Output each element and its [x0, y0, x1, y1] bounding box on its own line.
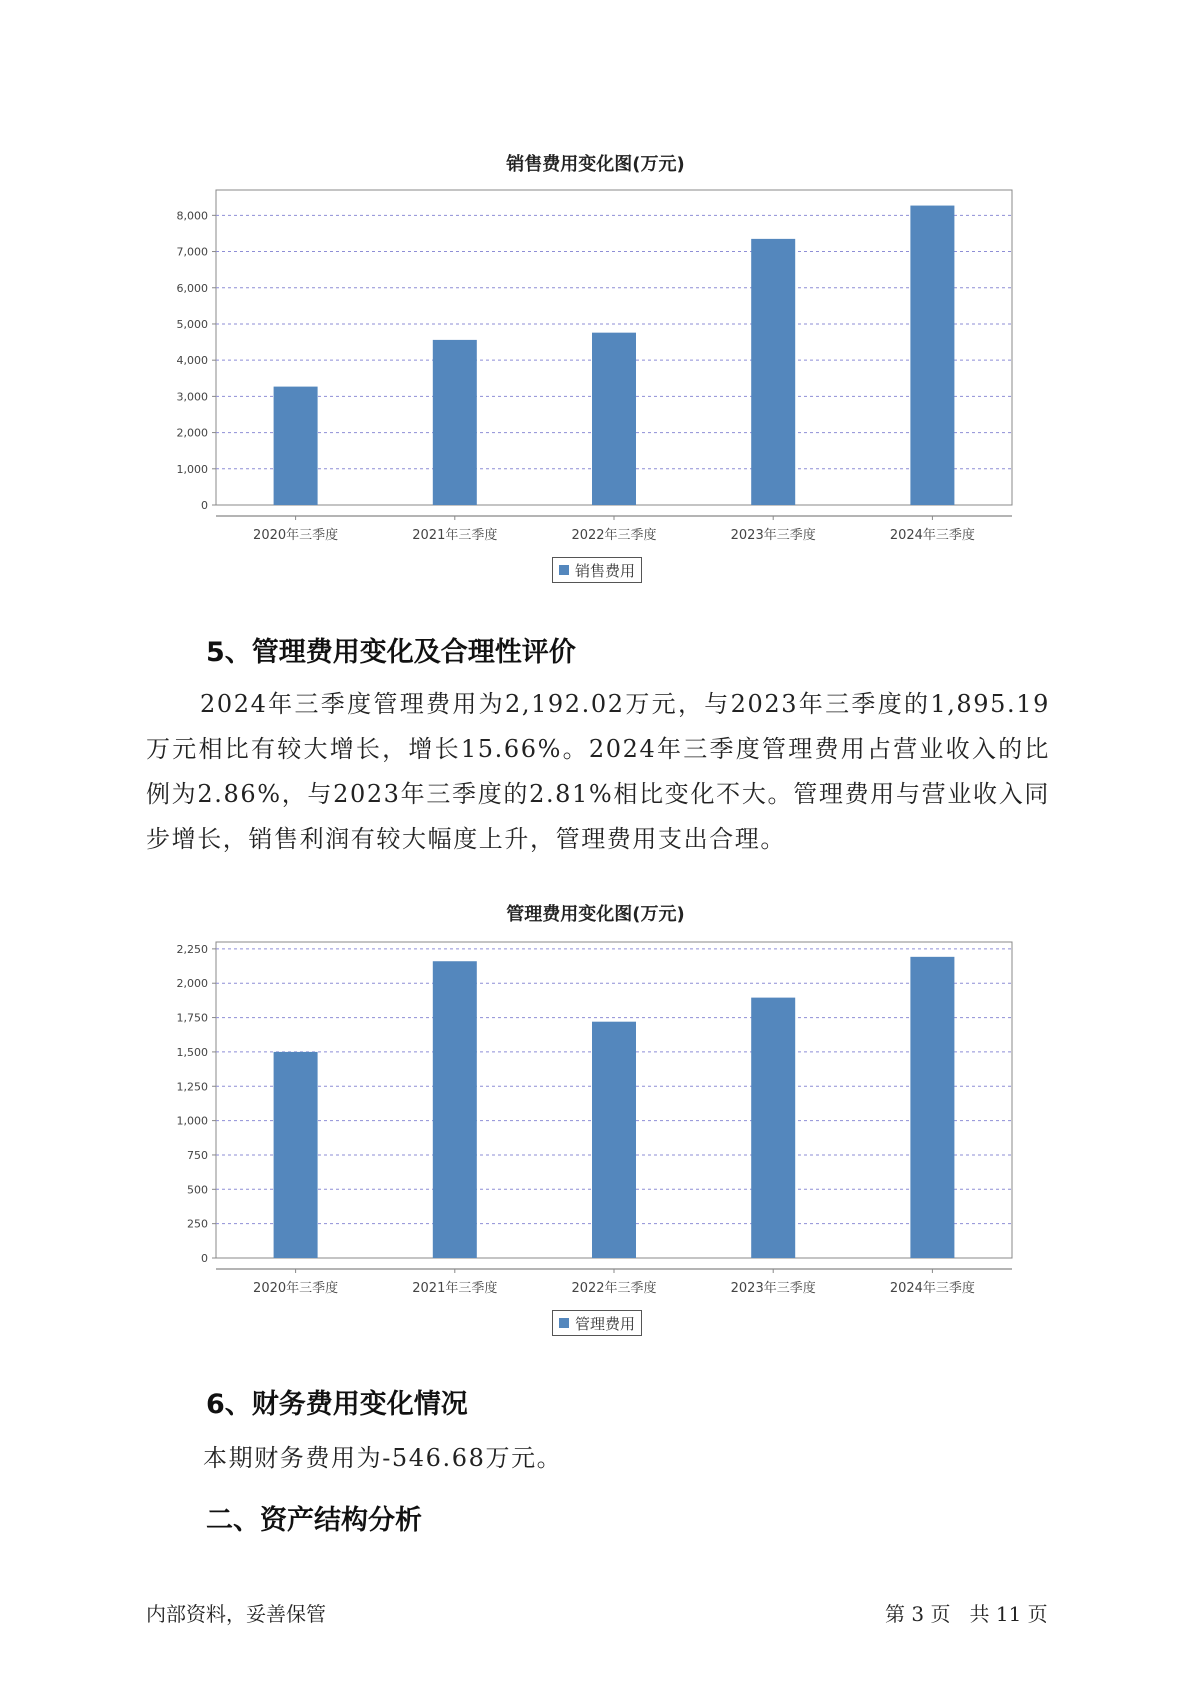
y-tick-label: 2,000: [176, 977, 208, 991]
y-tick-label: 6,000: [176, 281, 208, 295]
x-tick-label: 2022年三季度: [571, 528, 657, 543]
legend-label: 销售费用: [575, 561, 636, 580]
chart-legend: [552, 1310, 642, 1336]
x-tick-label: 2023年三季度: [730, 528, 816, 543]
bar: [274, 1052, 318, 1258]
section5-paragraph: 2024年三季度管理费用为2,192.02万元，与2023年三季度的1,895.19万元相比有较大增长，增长15.66%。2024年三季度管理费用占营业收入的比例为2.86%，与2023年三季度的2.81%相比变化不大。管理费用与营业收入同步增长，销售利润有较大幅度上升，管理费用支出合理。: [146, 690, 1050, 853]
x-tick-label: 2020年三季度: [253, 528, 339, 543]
y-tick-label: 2,000: [176, 426, 208, 440]
y-tick-label: 2,250: [176, 942, 208, 956]
bar: [751, 998, 795, 1258]
y-tick-label: 4,000: [176, 354, 208, 368]
y-tick-label: 750: [187, 1148, 208, 1162]
x-tick-label: 2021年三季度: [412, 528, 498, 543]
x-tick-label: 2020年三季度: [253, 1281, 339, 1296]
section6-paragraph: 本期财务费用为-546.68万元。: [203, 1444, 563, 1472]
y-tick-label: 250: [187, 1217, 208, 1231]
y-tick-label: 7,000: [176, 245, 208, 259]
bar: [592, 1022, 636, 1258]
chart-title: 管理费用变化图(万元): [506, 904, 685, 925]
bar: [433, 961, 477, 1258]
y-tick-label: 500: [187, 1183, 208, 1197]
y-tick-label: 0: [201, 1252, 208, 1265]
y-tick-label: 1,500: [176, 1045, 208, 1059]
x-tick-label: 2022年三季度: [571, 1281, 657, 1296]
x-tick-label: 2021年三季度: [412, 1281, 498, 1296]
y-tick-label: 1,000: [176, 1114, 208, 1128]
footer-left: 内部资料，妥善保管: [146, 1602, 326, 1626]
x-tick-label: 2024年三季度: [889, 528, 975, 543]
section6-heading: 6、财务费用变化情况: [206, 1389, 468, 1420]
y-tick-label: 1,750: [176, 1011, 208, 1025]
footer-page-number: 第 3 页 共 11 页: [885, 1602, 1048, 1626]
legend-label: 管理费用: [575, 1314, 636, 1333]
y-tick-label: 0: [201, 499, 208, 512]
chart-title: 销售费用变化图(万元): [506, 154, 685, 175]
y-tick-label: 8,000: [176, 209, 208, 223]
section-two-heading: 二、资产结构分析: [206, 1505, 422, 1536]
x-tick-label: 2024年三季度: [889, 1281, 975, 1296]
y-tick-label: 1,250: [176, 1080, 208, 1094]
x-tick-label: 2023年三季度: [730, 1281, 816, 1296]
section5-heading: 5、管理费用变化及合理性评价: [206, 637, 576, 668]
bar: [910, 957, 954, 1258]
y-tick-label: 1,000: [176, 462, 208, 476]
legend-swatch: [559, 1318, 569, 1328]
y-tick-label: 5,000: [176, 317, 208, 331]
y-tick-label: 3,000: [176, 390, 208, 404]
